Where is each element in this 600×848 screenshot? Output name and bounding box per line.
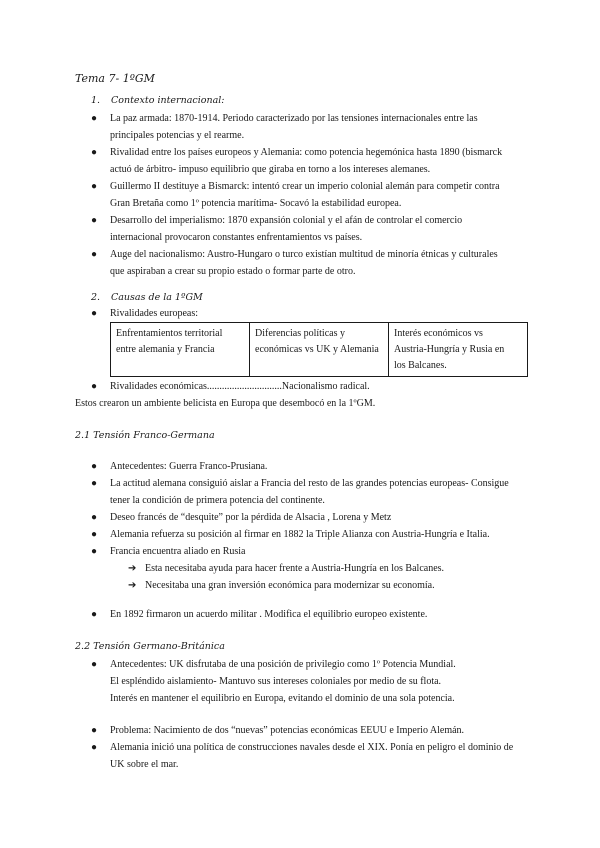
bullet-icon: ●	[91, 215, 98, 226]
section-2-2-first-bullet	[91, 656, 531, 707]
section-2-1-last-bullet	[91, 606, 531, 623]
bullet-icon: ●	[91, 181, 98, 192]
arrow-right-icon: ➔	[128, 580, 137, 591]
list-item: ● Guillermo II destituye a Bismarck: intentó crear un imperio colonial alemán para competir contra Gran Bretaña como 1º potencia marítima- Socavó la estabilidad europea.	[91, 178, 531, 212]
bullet-icon: ●	[91, 478, 98, 489]
bullet-icon: ●	[91, 308, 98, 319]
arrow-right-icon: ➔	[128, 563, 137, 574]
list-item: ● Rivalidades europeas:	[91, 305, 531, 322]
section-2-heading: 2. Causas de la 1ºGM	[91, 292, 203, 303]
table-cell: Enfrentamientos territorial entre alemania y Francia	[111, 323, 250, 377]
rivalidades-table	[110, 322, 528, 377]
rivalidades-label	[91, 305, 531, 322]
bullet-icon: ●	[91, 529, 98, 540]
list-item: ● Rivalidad entre los países europeos y Alemania: como potencia hegemónica hasta 1890 (bismarck actuó de árbitro- impuso equilibrio que giraba en torno a los intereses alemanes.	[91, 144, 531, 178]
list-item: ➔ Necesitaba una gran inversión económica para modernizar su economía.	[128, 577, 528, 594]
list-item: ● Alemania refuerza su posición al firmar en 1882 la Triple Alianza con Austria-Hungría e Italia.	[91, 526, 531, 543]
bullet-icon: ●	[91, 461, 98, 472]
list-item: ● Antecedentes: UK disfrutaba de una posición de privilegio como 1º Potencia Mundial. El espléndido aislamiento- Mantuvo sus intereses coloniales por medio de su flota. Interés en mantener el equilibrio en Europa, evitando el dominio de una sola potencia.	[91, 656, 531, 707]
list-item: ● En 1892 firmaron un acuerdo militar . Modifica el equilibrio europeo existente.	[91, 606, 531, 623]
list-item: ● La actitud alemana consiguió aislar a Francia del resto de las grandes potencias europeas- Consigue tener la condición de primera potencia del continente.	[91, 475, 531, 509]
list-item: ● Rivalidades económicas..............................Nacionalismo radical.	[91, 378, 531, 395]
list-item: ● Alemania inició una política de construcciones navales desde el XIX. Ponía en peligro el dominio de UK sobre el mar.	[91, 739, 531, 773]
bullet-icon: ●	[91, 725, 98, 736]
section-2-1-heading: 2.1 Tensión Franco-Germana	[75, 430, 215, 441]
bullet-icon: ●	[91, 113, 98, 124]
section-1-heading: 1. Contexto internacional:	[91, 95, 225, 106]
section-2-1-bullets	[91, 458, 531, 560]
section-2-1-sub-bullets	[128, 560, 528, 594]
bullet-icon: ●	[91, 381, 98, 392]
list-item: ● Antecedentes: Guerra Franco-Prusiana.	[91, 458, 531, 475]
table-cell: Diferencias políticas y económicas vs UK y Alemania	[250, 323, 389, 377]
table-row	[111, 323, 528, 377]
list-item: ● Francia encuentra aliado en Rusia	[91, 543, 531, 560]
list-item: ➔ Esta necesitaba ayuda para hacer frente a Austria-Hungría en los Balcanes.	[128, 560, 528, 577]
rivalidades-economicas	[91, 378, 531, 395]
list-item: ● La paz armada: 1870-1914. Periodo caracterizado por las tensiones internacionales entre las principales potencias y el rearme.	[91, 110, 531, 144]
bullet-icon: ●	[91, 147, 98, 158]
section-2-2-heading: 2.2 Tensión Germano-Británica	[75, 641, 225, 652]
list-item: ● Problema: Nacimiento de dos “nuevas” potencias económicas EEUU e Imperio Alemán.	[91, 722, 531, 739]
bullet-icon: ●	[91, 742, 98, 753]
bullet-icon: ●	[91, 249, 98, 260]
section-2-2-bullets	[91, 722, 531, 773]
list-item: ● Deseo francés de “desquite” por la pérdida de Alsacia , Lorena y Metz	[91, 509, 531, 526]
table-cell: Interés económicos vs Austria-Hungría y Rusia en los Balcanes.	[389, 323, 528, 377]
list-item: ● Desarrollo del imperialismo: 1870 expansión colonial y el afán de controlar el comercio internacional provocaron constantes enfrentamientos vs países.	[91, 212, 531, 246]
bullet-icon: ●	[91, 512, 98, 523]
list-item: ● Auge del nacionalismo: Austro-Hungaro o turco existían multitud de minoría étnicas y culturales que aspiraban a crear su propio estado o formar parte de otro.	[91, 246, 531, 280]
bullet-icon: ●	[91, 659, 98, 670]
bullet-icon: ●	[91, 546, 98, 557]
document-title: Tema 7- 1ºGM	[75, 72, 155, 85]
bullet-icon: ●	[91, 609, 98, 620]
section-1-bullets	[91, 110, 531, 280]
section-2-conclusion: Estos crearon un ambiente belicista en Europa que desembocó en la 1ºGM.	[75, 398, 376, 409]
